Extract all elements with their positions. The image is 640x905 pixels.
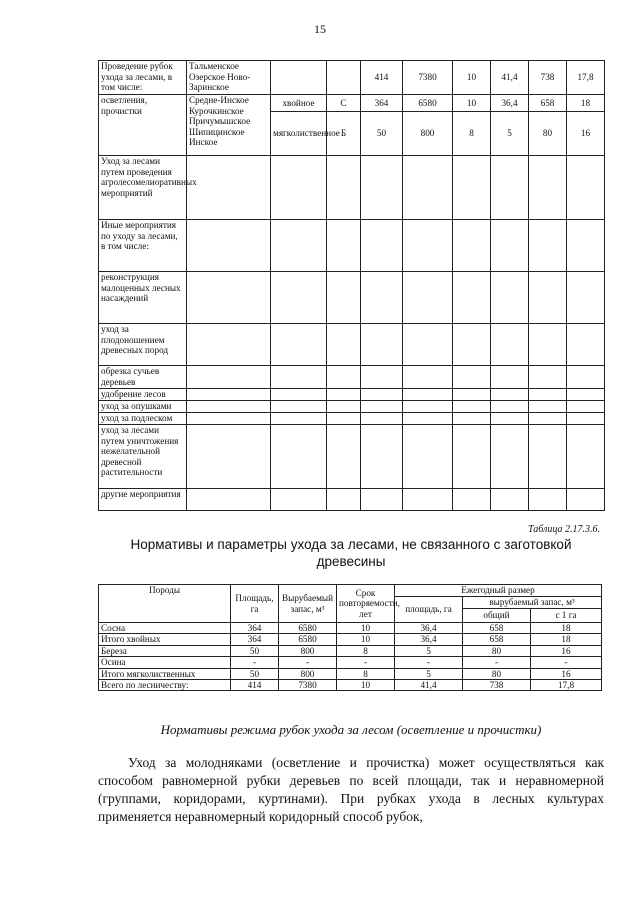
table-row: уход за плодоношением древесных пород bbox=[99, 324, 605, 366]
table-row: Осина - - - - - - bbox=[99, 657, 602, 668]
forest-care-table bbox=[98, 60, 605, 511]
table-title: Нормативы и параметры ухода за лесами, не связанного с заготовкой древесины bbox=[130, 537, 572, 569]
table-header-row: Породы Площадь, га Вырубаемый запас, м³ Срок повторяемости, лет Ежегодный размер bbox=[99, 585, 602, 597]
table-row: уход за подлеском bbox=[99, 413, 605, 425]
table-row: Сосна 364 6580 10 36,4 658 18 bbox=[99, 623, 602, 634]
table-row: Всего по лесничеству: 414 7380 10 41,4 738 17,8 bbox=[99, 680, 602, 691]
table-row: реконструкция малоценных лесных насаждений bbox=[99, 272, 605, 324]
table-row: другие мероприятия bbox=[99, 489, 605, 511]
table-row: Проведение рубок ухода за лесами, в том числе: Тальменское Озерское Ново-Заринское 414 7380 10 41,4 738 17,8 bbox=[99, 61, 605, 95]
table-row: обрезка сучьев деревьев bbox=[99, 366, 605, 389]
table-row: уход за опушками bbox=[99, 401, 605, 413]
table-row: уход за лесами путем уничтожения нежелательной древесной растительности bbox=[99, 425, 605, 489]
table-row: Иные мероприятия по уходу за лесами, в том числе: bbox=[99, 220, 605, 272]
table-header-row: общий с 1 га bbox=[99, 609, 602, 623]
table-row: мягколиственное Б 50 800 8 5 80 16 bbox=[99, 112, 605, 156]
norms-table bbox=[98, 584, 602, 691]
table-row: Береза 50 800 8 5 80 16 bbox=[99, 645, 602, 656]
body-paragraph: Уход за молодняками (осветление и прочистка) может осуществляться как способом равномерной рубки деревьев по всей площади, так и неравномерной (группами, коридорами, куртинами). При рубках ухода в лесных культурах применяется неравномерный коридорный способ рубок, bbox=[98, 755, 604, 824]
table-row: удобрение лесов bbox=[99, 389, 605, 401]
table-row: Итого хвойных 364 6580 10 36,4 658 18 bbox=[99, 634, 602, 645]
page-number: 15 bbox=[314, 22, 326, 36]
table-header-row: площадь, га вырубаемый запас, м³ bbox=[99, 597, 602, 609]
table-row: Уход за лесами путем проведения агролесомелиоративных мероприятий bbox=[99, 156, 605, 220]
section-subheading: Нормативы режима рубок ухода за лесом (осветление и прочистки) bbox=[160, 722, 542, 737]
table-row: осветления, прочистки Средне-Инское Курочкинское Причумышское Шипицинское Инское хвойное С 364 6580 10 36,4 658 18 bbox=[99, 95, 605, 112]
table-caption: Таблица 2.17.3.6. bbox=[528, 524, 600, 535]
table-row: Итого мягколиственных 50 800 8 5 80 16 bbox=[99, 668, 602, 679]
